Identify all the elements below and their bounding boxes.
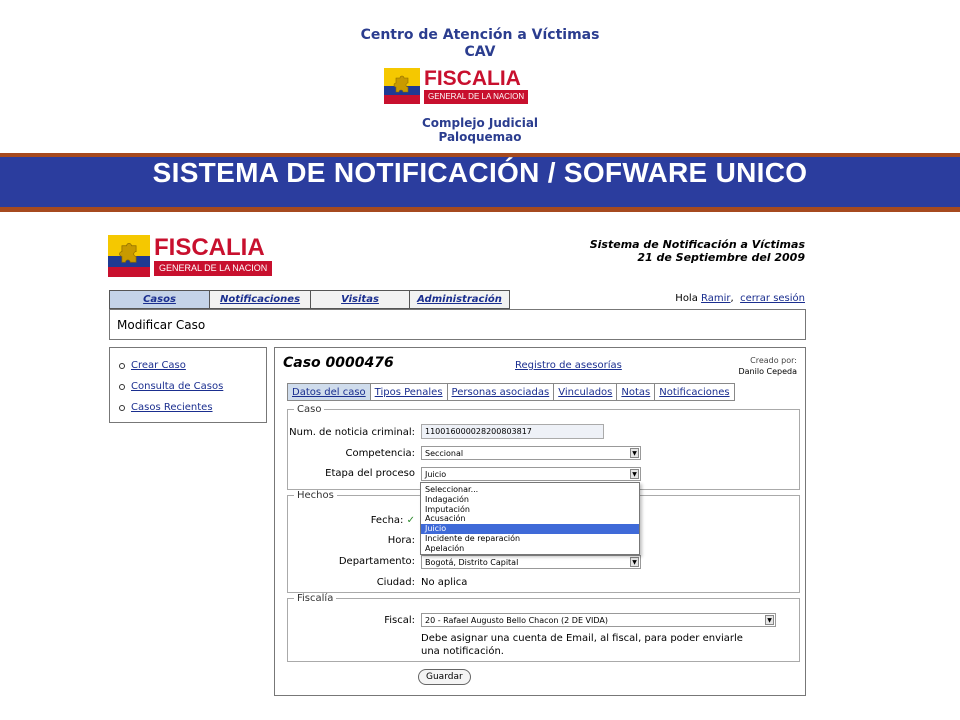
etapa-value: Juicio [425, 470, 447, 479]
nav-tab-notificaciones[interactable]: Notificaciones [209, 290, 310, 309]
logout-link[interactable]: cerrar sesión [740, 293, 805, 304]
etapa-select[interactable] [421, 467, 641, 481]
created-by [738, 355, 797, 377]
logo-name: FISCALIA [154, 234, 265, 261]
chevron-down-icon: ▼ [765, 615, 774, 625]
tab-notificaciones[interactable]: Notificaciones [654, 383, 734, 401]
slide-header [0, 0, 960, 150]
chevron-down-icon: ▼ [630, 448, 639, 458]
complejo-line2: Paloquemao [438, 130, 522, 144]
checkmark-icon: ✓ [406, 515, 415, 526]
tab-vinculados[interactable]: Vinculados [553, 383, 616, 401]
nav-tab-casos[interactable]: Casos [109, 290, 209, 309]
sidebar-link[interactable]: Casos Recientes [131, 402, 213, 413]
fiscal-email-note: Debe asignar una cuenta de Email, al fiscal, para poder enviarle una notificación. [421, 633, 743, 657]
nav-tab-administracion[interactable]: Administración [409, 290, 510, 309]
nav-tab-visitas[interactable]: Visitas [310, 290, 409, 309]
chevron-down-icon: ▼ [630, 557, 639, 567]
user-greeting: Hola Ramir, cerrar sesión [675, 293, 805, 304]
system-date: 21 de Septiembre del 2009 [637, 251, 805, 264]
competencia-label: Competencia: [345, 448, 415, 459]
page-title-box [109, 309, 806, 340]
caso-legend: Caso [297, 404, 322, 415]
app-screenshot [105, 228, 810, 698]
departamento-label: Departamento: [338, 556, 415, 567]
sidebar-link[interactable]: Consulta de Casos [131, 381, 224, 392]
greeting-text: Hola [675, 293, 698, 304]
dropdown-option[interactable]: Indagación [425, 494, 469, 504]
sidebar-link[interactable]: Crear Caso [131, 360, 186, 371]
cav-subtitle: CAV [464, 44, 496, 60]
fiscalia-logo [384, 68, 528, 104]
main-nav [109, 290, 510, 309]
logo-tagline: GENERAL DE LA NACION [424, 90, 528, 104]
page-title: Modificar Caso [117, 318, 206, 332]
tab-notas[interactable]: Notas [616, 383, 654, 401]
dropdown-option[interactable]: Seleccionar... [425, 485, 479, 494]
created-by-label: Creado por: [750, 356, 797, 365]
fecha-label: Fecha: [370, 515, 404, 526]
etapa-dropdown-list [420, 482, 640, 555]
tab-personas-asociadas[interactable]: Personas asociadas [447, 383, 554, 401]
logo-tagline: GENERAL DE LA NACION [154, 261, 272, 276]
chevron-down-icon: ▼ [630, 469, 639, 479]
system-title-block [590, 238, 805, 264]
user-link[interactable]: Ramir [701, 293, 731, 304]
hora-label: Hora: [387, 535, 415, 546]
sidebar [109, 347, 267, 423]
flag-icon [108, 235, 150, 277]
fiscal-value: 20 - Rafael Augusto Bello Chacon (2 DE VIDA) [425, 616, 608, 625]
departamento-select[interactable] [421, 555, 641, 569]
ciudad-label: Ciudad: [376, 577, 415, 588]
etapa-label: Etapa del proceso [325, 468, 415, 479]
complejo-line1: Complejo Judicial [421, 116, 539, 130]
case-title: Caso 0000476 [283, 355, 394, 371]
created-by-name: Danilo Cepeda [738, 367, 797, 376]
sidebar-item-crear-caso[interactable] [119, 355, 266, 376]
logo-name: FISCALIA [424, 67, 521, 90]
bullet-icon [119, 363, 125, 369]
ciudad-value: No aplica [421, 577, 468, 588]
tab-tipos-penales[interactable]: Tipos Penales [370, 383, 447, 401]
sidebar-item-consulta-casos[interactable] [119, 376, 266, 397]
dropdown-option[interactable]: Acusación [425, 514, 466, 524]
dropdown-option-selected[interactable]: Juicio [421, 524, 639, 534]
noticia-label: Num. de noticia criminal: [289, 427, 415, 438]
dropdown-option[interactable]: Apelación [425, 543, 465, 553]
flag-icon [384, 68, 420, 104]
bullet-icon [119, 384, 125, 390]
hechos-legend: Hechos [297, 490, 334, 501]
app-fiscalia-logo [108, 235, 272, 277]
registro-asesorias-link[interactable]: Registro de asesorías [515, 360, 622, 371]
bullet-icon [119, 405, 125, 411]
fiscal-select[interactable] [421, 613, 776, 627]
case-panel [274, 347, 806, 696]
title-banner [0, 153, 960, 212]
banner-band [0, 157, 960, 207]
departamento-value: Bogotá, Distrito Capital [425, 558, 519, 567]
tab-datos-caso[interactable]: Datos del caso [287, 383, 370, 401]
sidebar-item-casos-recientes[interactable] [119, 397, 266, 418]
noticia-input[interactable]: 110016000028200803817 [421, 424, 604, 439]
detail-tabs [287, 383, 735, 401]
puzzle-icon [392, 74, 412, 96]
dropdown-option[interactable]: Incidente de reparación [425, 533, 521, 543]
banner-title: SISTEMA DE NOTIFICACIÓN / SOFWARE UNICO [152, 157, 808, 188]
cav-title: Centro de Atención a Víctimas [360, 27, 600, 43]
fecha-row [285, 515, 415, 526]
fiscalia-legend: Fiscalía [297, 593, 334, 604]
system-title: Sistema de Notificación a Víctimas [589, 238, 805, 251]
puzzle-icon [117, 241, 141, 267]
competencia-value: Seccional [425, 449, 464, 458]
dropdown-option[interactable]: Imputación [425, 504, 470, 514]
competencia-select[interactable] [421, 446, 641, 460]
fiscal-label: Fiscal: [384, 615, 415, 626]
guardar-button[interactable]: Guardar [418, 669, 471, 685]
banner-stripe-bottom [0, 207, 960, 212]
